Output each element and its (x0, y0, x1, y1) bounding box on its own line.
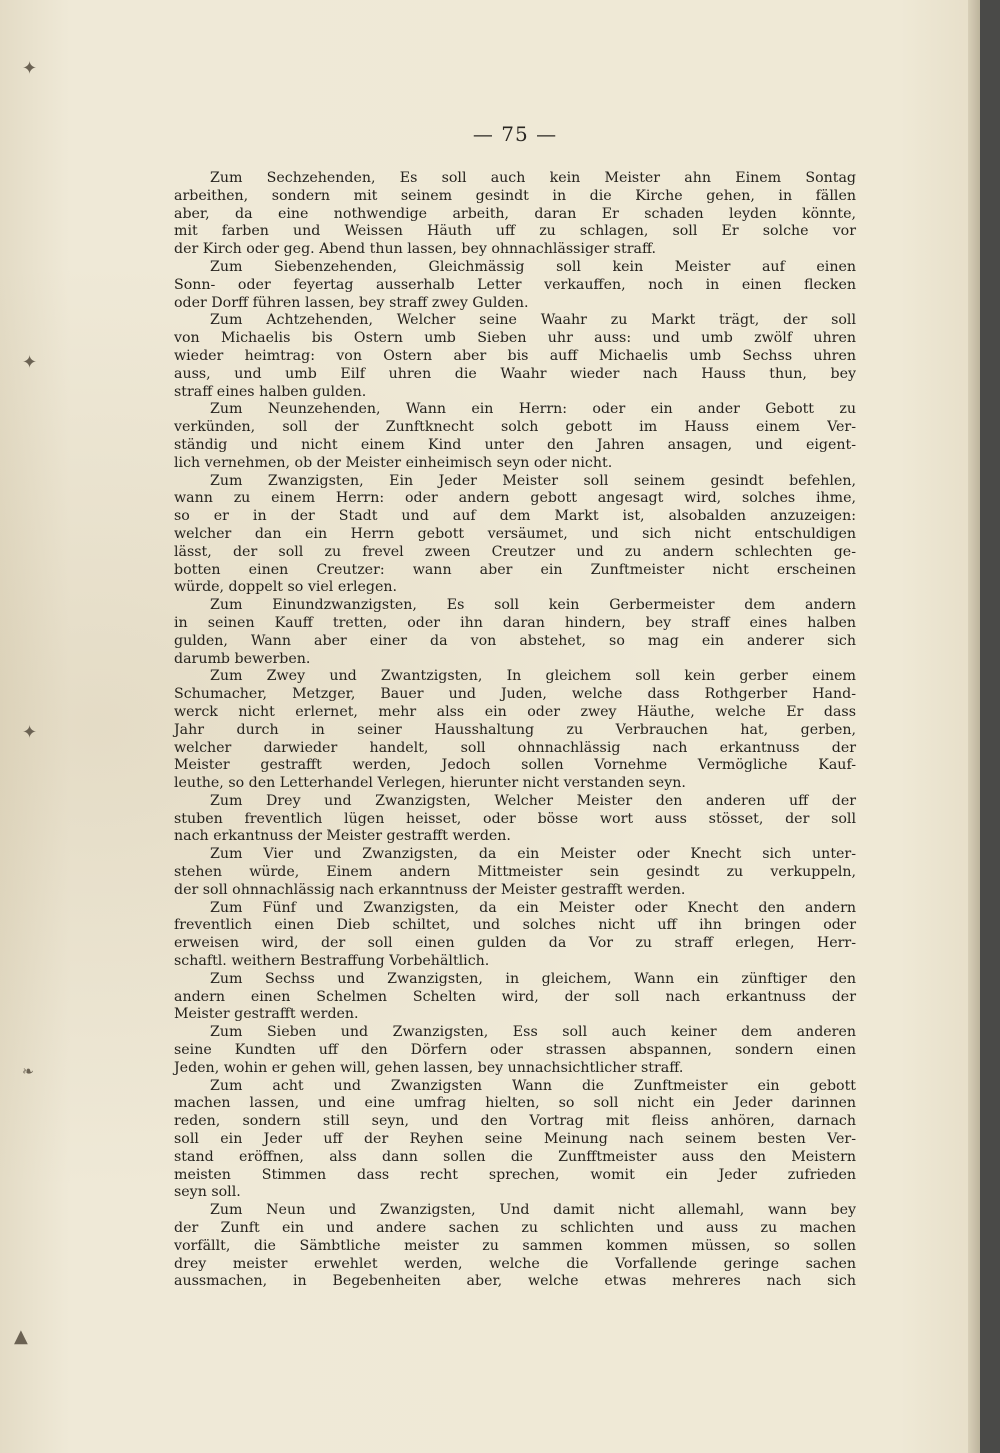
text-line: Zum Sieben und Zwanzigsten, Ess soll auch keiner dem anderen (210, 1024, 856, 1041)
text-line: botten einen Creutzer: wann aber ein Zunftmeister nicht erscheinen (174, 561, 856, 578)
text-line: Zum Achtzehenden, Welcher seine Waahr zu Markt trägt, der soll (210, 312, 856, 329)
text-line: Zum Sechzehenden, Es soll auch kein Meister ahn Einem Sontag (210, 170, 856, 186)
margin-speck: ▲ (14, 1326, 28, 1347)
text-line: würde, doppelt so viel erlegen. (174, 579, 398, 596)
text-line: Meister gestrafft werden. (174, 1006, 359, 1023)
text-line: in seinen Kauff tretten, oder ihn daran hindern, bey straff eines halben (174, 614, 856, 631)
text-line: vorfällt, die Sämbtliche meister zu sammen kommen müssen, so sollen (174, 1237, 856, 1254)
text-line: so er in der Stadt und auf dem Markt ist, alsobalden anzuzeigen: (174, 508, 856, 525)
text-line: Sonn- oder feyertag ausserhalb Letter verkauffen, noch in einen flecken (174, 276, 856, 293)
text-line: arbeithen, sondern mit seinem gesindt in die Kirche gehen, in fällen (174, 187, 856, 204)
page-edge (968, 0, 980, 1453)
text-line: Jahr durch in seiner Hausshaltung zu Verbrauchen hat, gerben, (174, 721, 856, 738)
text-line: der Kirch oder geg. Abend thun lassen, bey ohnnachlässiger straff. (174, 241, 657, 258)
text-line: welcher darwieder handelt, soll ohnnachlässig nach erkantnuss der (174, 739, 856, 756)
text-line: auss, und umb Eilf uhren die Waahr wieder nach Hauss thun, bey (174, 365, 856, 382)
text-line: Jeden, wohin er gehen will, gehen lassen, bey unnachsichtlicher straff. (174, 1059, 684, 1076)
text-line: der Zunft ein und andere sachen zu schlichten und auss zu machen (174, 1220, 856, 1237)
text-line: soll ein Jeder uff der Reyhen seine Meinung nach seinem besten Ver- (174, 1131, 856, 1148)
text-line: Schumacher, Metzger, Bauer und Juden, welche dass Rothgerber Hand- (174, 686, 856, 703)
text-line: Zum Sechss und Zwanzigsten, in gleichem, Wann ein zünftiger den (210, 970, 856, 987)
text-line: Zum Neunzehenden, Wann ein Herrn: oder ein ander Gebott zu (210, 401, 856, 418)
text-line: meisten Stimmen dass recht sprechen, womit ein Jeder zufrieden (174, 1166, 856, 1183)
text-line: Zum Einundzwanzigsten, Es soll kein Gerbermeister dem andern (210, 597, 856, 614)
text-line: Zum Neun und Zwanzigsten, Und damit nicht allemahl, wann bey (210, 1202, 856, 1219)
text-line: Zum Zwey und Zwantzigsten, In gleichem soll kein gerber einem (210, 668, 856, 685)
text-line: werck nicht erlernet, mehr alss ein oder zwey Häuthe, welche Er dass (174, 703, 856, 720)
text-line: der soll ohnnachlässig nach erkanntnuss der Meister gestrafft werden. (174, 881, 686, 898)
text-line: stuben freventlich lügen heisset, oder bösse wort auss stösset, der soll (174, 810, 856, 827)
text-line: aber, da eine nothwendige arbeith, daran Er schaden leyden könnte, (174, 205, 856, 222)
text-line: aussmachen, in Begebenheiten aber, welche etwas mehreres nach sich (174, 1273, 856, 1290)
text-line: machen lassen, und eine umfrag hielten, so soll nicht ein Jeder darinnen (174, 1095, 856, 1112)
text-line: wann zu einem Herrn: oder andern gebott angesagt wird, solches ihme, (174, 490, 856, 507)
text-line: lässt, der soll zu frevel zween Creutzer und zu andern schlechten ge- (174, 543, 856, 560)
margin-speck: ❧ (22, 1064, 34, 1080)
text-line: seyn soll. (174, 1184, 241, 1201)
text-line: Zum Zwanzigsten, Ein Jeder Meister soll seinem gesindt befehlen, (210, 472, 856, 489)
text-line: reden, sondern still seyn, und den Vortrag mit fleiss anhören, darnach (174, 1113, 856, 1130)
text-line: leuthe, so den Letterhandel Verlegen, hierunter nicht verstanden seyn. (174, 775, 686, 792)
text-line: schaftl. weithern Bestraffung Vorbehältlich. (174, 953, 490, 970)
text-line: Zum Drey und Zwanzigsten, Welcher Meister den anderen uff der (210, 792, 856, 809)
page-number: — 75 — (472, 122, 558, 146)
text-line: verkünden, soll der Zunftknecht solch gebott im Hauss einem Ver- (174, 419, 856, 436)
margin-speck: ✦ (22, 58, 38, 79)
text-line: mit farben und Weissen Häuth uff zu schlagen, soll Er solche vor (174, 223, 856, 240)
text-line: von Michaelis bis Ostern umb Sieben uhr auss: und umb zwölf uhren (174, 330, 856, 347)
text-line: gulden, Wann aber einer da von abstehet, so mag ein anderer sich (174, 632, 856, 649)
text-line: erweisen wird, der soll einen gulden da Vor zu straff erlegen, Herr- (174, 935, 856, 952)
text-line: nach erkantnuss der Meister gestrafft werden. (174, 828, 511, 845)
margin-speck: ✦ (22, 352, 38, 373)
text-line: drey meister erwehlet werden, welche die Vorfallende geringe sachen (174, 1255, 856, 1272)
text-line: oder Dorff führen lassen, bey straff zwey Gulden. (174, 294, 529, 311)
text-line: Meister gestrafft werden, Jedoch sollen Vornehme Vermögliche Kauf- (174, 757, 856, 774)
text-line: Zum Fünf und Zwanzigsten, da ein Meister oder Knecht den andern (210, 899, 856, 916)
text-line: ständig und nicht einem Kind unter den Jahren ansagen, und eigent- (174, 436, 856, 453)
text-line: stand eröffnen, alss dann sollen die Zunfftmeister auss den Meistern (174, 1148, 856, 1165)
text-line: straff eines halben gulden. (174, 383, 367, 400)
text-line: freventlich einen Dieb schiltet, und solches nicht uff ihn bringen oder (174, 917, 856, 934)
text-line: wieder heimtrag: von Ostern aber bis auff Michaelis umb Sechss uhren (174, 347, 856, 364)
body-text (174, 170, 856, 1291)
margin-speck: ✦ (22, 722, 38, 743)
text-line: seine Kundten uff den Dörfern oder strassen abspannen, sondern einen (174, 1042, 856, 1059)
text-line: andern einen Schelmen Schelten wird, der soll nach erkantnuss der (174, 988, 856, 1005)
text-line: Zum Vier und Zwanzigsten, da ein Meister oder Knecht sich unter- (210, 846, 856, 863)
text-line: darumb bewerben. (174, 650, 311, 667)
text-line: welcher dan ein Herrn gebott versäumet, und sich nicht entschuldigen (174, 525, 856, 542)
text-line: lich vernehmen, ob der Meister einheimisch seyn oder nicht. (174, 454, 613, 471)
text-line: Zum acht und Zwanzigsten Wann die Zunftmeister ein gebott (210, 1077, 856, 1094)
text-line: Zum Siebenzehenden, Gleichmässig soll kein Meister auf einen (210, 258, 856, 275)
text-line: stehen würde, Einem andern Mittmeister sein gesindt zu verkuppeln, (174, 864, 856, 881)
